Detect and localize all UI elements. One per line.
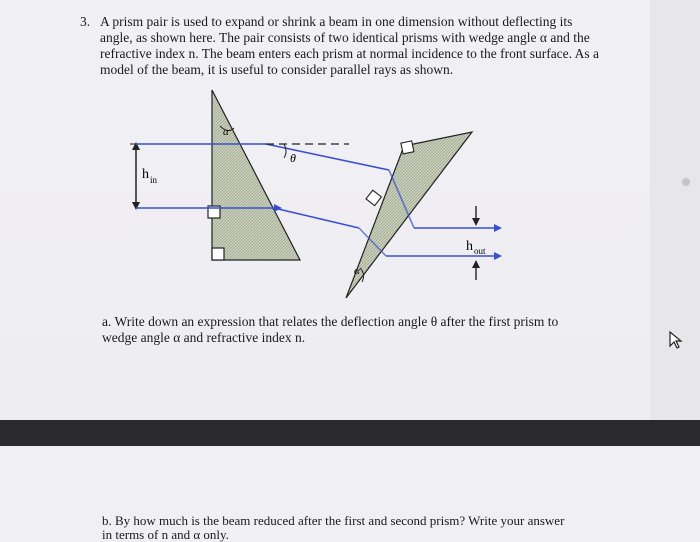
alpha-label-2: α <box>354 265 360 277</box>
h-in-label: h <box>142 167 149 182</box>
alpha-label-1: α <box>223 126 229 138</box>
right-angle-marker <box>212 248 224 260</box>
scroll-dot <box>682 178 690 186</box>
second-right-angle-marker <box>401 141 414 154</box>
h-in-arrow <box>130 142 142 210</box>
h-out-arrows <box>472 206 480 280</box>
pointer-cursor-icon <box>666 330 686 350</box>
ray-bottom-deflected <box>274 208 359 228</box>
question-number: 3. <box>80 14 91 29</box>
part-b-text: b. By how much is the beam reduced after the first and second prism? Write your answer in terms of n and α only. <box>102 513 565 542</box>
first-prism <box>212 90 300 260</box>
question-intro <box>80 14 600 78</box>
out-arrowhead-top <box>494 224 502 232</box>
page-margin <box>650 0 700 420</box>
second-normal-marker <box>366 190 381 205</box>
question-text: A prism pair is used to expand or shrink a beam in one dimension without deflecting its angle, as shown here. The pair consists of two identical prisms with wedge angle α and the refractive index n. The beam enters each prism at normal incidence to the front surface. As a model of the beam, it is useful to consider parallel rays as shown. <box>100 14 600 77</box>
h-out-sub: out <box>474 246 486 256</box>
page-divider <box>0 420 700 446</box>
out-arrowhead-bottom <box>494 252 502 260</box>
prism-pair-diagram <box>124 88 514 303</box>
theta-label: θ <box>290 151 296 165</box>
h-out-label: h <box>466 239 473 254</box>
h-in-sub: in <box>150 175 158 185</box>
theta-arc <box>284 144 286 158</box>
part-a-text: a. Write down an expression that relates the deflection angle θ after the first prism to wedge angle α and refractive index n. <box>102 314 559 345</box>
